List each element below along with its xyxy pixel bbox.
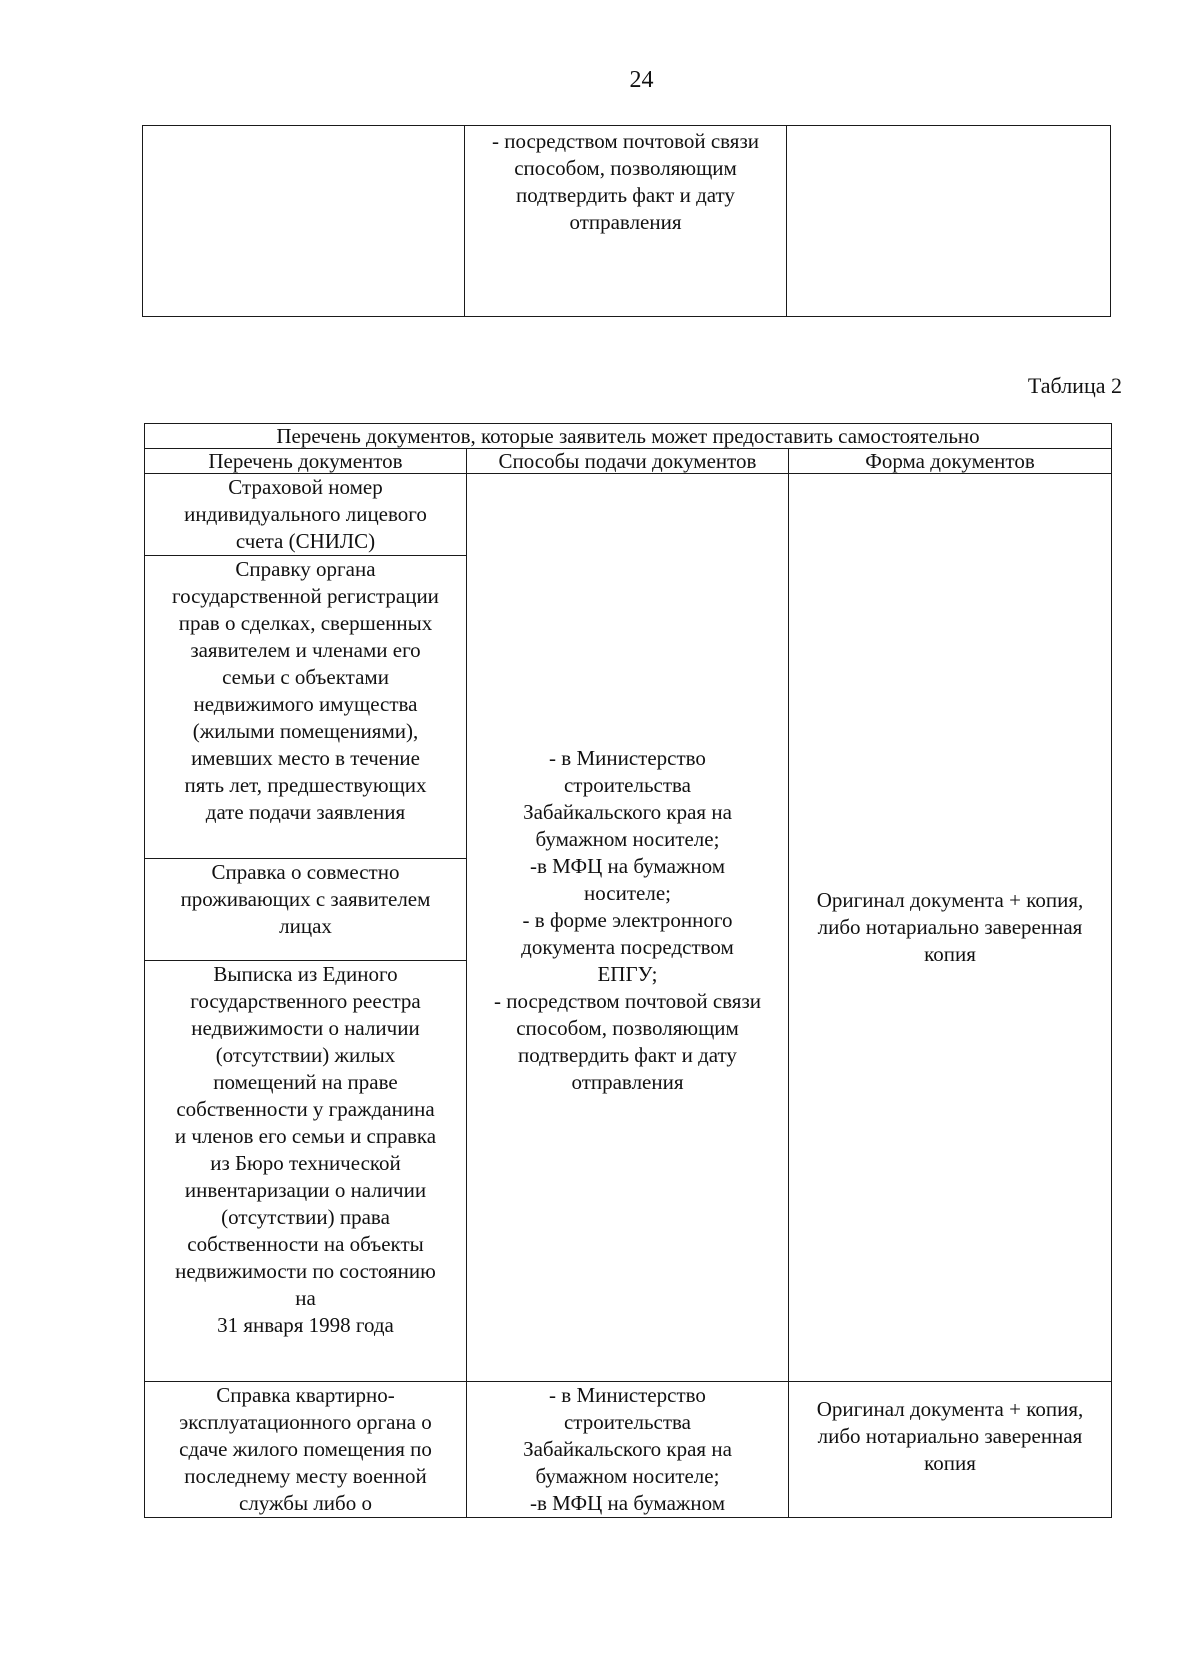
table-header-row (145, 449, 1112, 474)
document-cell: Страховой номер индивидуального лицевого счета (СНИЛС) (145, 474, 467, 556)
table-cell: - посредством почтовой связи способом, позволяющим подтвердить факт и дату отправления (465, 126, 787, 317)
document-cell: Справка о совместно проживающих с заявителем лицах (145, 859, 467, 961)
table-cell (787, 126, 1111, 317)
document-cell: Справка квартирно- эксплуатационного органа о сдаче жилого помещения по последнему месту военной службы либо о (145, 1382, 467, 1518)
document-cell: Выписка из Единого государственного реестра недвижимости о наличии (отсутствии) жилых помещений на праве собственности у гражданина и членов его семьи и справка из Бюро технической инвентаризации о наличии (отсутствии) права собственности на объекты недвижимости по состоянию на 31 января 1998 года (145, 961, 467, 1382)
submission-methods-cell: - в Министерство строительства Забайкальского края на бумажном носителе; -в МФЦ на бумажном носителе; - в форме электронного документа посредством ЕПГУ; - посредством почтовой связи способом, позволяющим подтвердить факт и дату отправления (467, 474, 789, 1382)
table-row (145, 474, 1112, 556)
column-header: Перечень документов (145, 449, 467, 474)
documents-table (144, 423, 1112, 1518)
document-cell: Справку органа государственной регистрации прав о сделках, свершенных заявителем и членами его семьи с объектами недвижимого имущества (жилыми помещениями), имевших место в течение пять лет, предшествующих дате подачи заявления (145, 556, 467, 859)
table-row (145, 1382, 1112, 1518)
table-row (143, 126, 1111, 317)
continued-table (142, 125, 1111, 317)
page-number: 24 (629, 67, 654, 93)
table-caption: Таблица 2 (1027, 373, 1122, 398)
column-header: Способы подачи документов (467, 449, 789, 474)
column-header: Форма документов (789, 449, 1112, 474)
document-form-cell: Оригинал документа + копия, либо нотариально заверенная копия (789, 1382, 1112, 1518)
submission-methods-cell: - в Министерство строительства Забайкальского края на бумажном носителе; -в МФЦ на бумажном (467, 1382, 789, 1518)
table-title: Перечень документов, которые заявитель может предоставить самостоятельно (145, 424, 1112, 449)
table-cell (143, 126, 465, 317)
table-title-row (145, 424, 1112, 449)
document-form-cell: Оригинал документа + копия, либо нотариально заверенная копия (789, 474, 1112, 1382)
